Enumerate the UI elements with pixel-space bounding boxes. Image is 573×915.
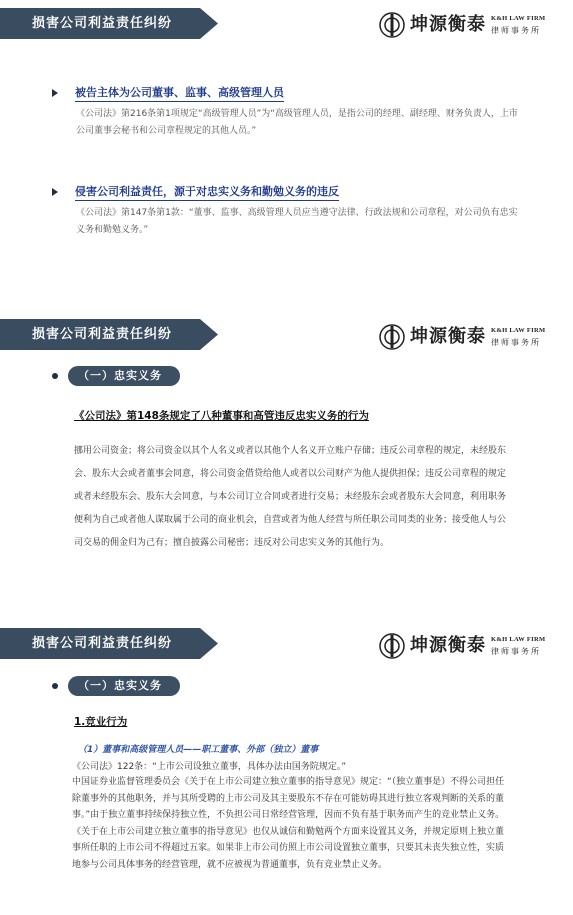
slide-3: [0, 616, 573, 915]
slide-1: [0, 0, 573, 300]
bullet-dot-icon: [52, 683, 58, 689]
law-firm-logo-icon: [379, 633, 405, 659]
section-pill: （一）忠实义务: [68, 676, 180, 696]
law-firm-logo: [379, 12, 549, 38]
logo-subtitle: 律师事务所: [491, 26, 541, 35]
section-banner: [0, 628, 218, 659]
law-firm-logo: [379, 324, 549, 350]
item-title: 侵害公司利益责任，源于对忠实义务和勤勉义务的违反: [75, 183, 339, 201]
section-pill: （一）忠实义务: [68, 366, 180, 386]
banner-title: 损害公司利益责任纠纷: [32, 16, 173, 31]
logo-chinese-name: 坤源衡泰: [410, 14, 486, 35]
slide-2: [0, 308, 573, 608]
body-paragraph: 挪用公司资金；将公司资金以其个人名义或者以其他个人名义开立账户存储；违反公司章程的规定，未经股东会、股东大会或者董事会同意，将公司资金借贷给他人或者以公司财产为他人提供担保；违反公司章程的规定或者未经股东会、股东大会同意，与本公司订立合同或者进行交易；未经股东会或者股东大会同意，利用职务便利为自己或者他人谋取属于公司的商业机会，自营或者为他人经营与所任职公司同类的业务；接受他人与公司交易的佣金归为己有；擅自披露公司秘密；违反对公司忠实义务的其他行为。: [74, 446, 507, 548]
bullet-triangle-icon: [52, 188, 58, 196]
section-heading: 《公司法》第148条规定了八种董事和高管违反忠实义务的行为: [74, 410, 369, 422]
logo-subtitle: 律师事务所: [491, 647, 541, 656]
body-paragraph: 中国证券业监督管理委员会《关于在上市公司建立独立董事的指导意见》规定：“（独立董事是）不得公司担任除董事外的其他职务，并与其所受聘的上市公司及其主要股东不存在可能妨碍其进行独立客观判断的关系的董事。”由于独立董事持续保持独立性，不负担公司日常经营管理，因而不负有基于职务而产生的竞业禁止义务。《关于在上市公司建立独立董事的指导意见》也仅从诚信和勤勉两个方面来设置其义务，并规定原则上独立董事所任职的上市公司不得超过五家。如果非上市公司仿照上市公司设置独立董事，只要其未丧失独立性，实质地参与公司具体事务的经营管理，就不应被视为普通董事，负有竞业禁止义务。: [72, 777, 505, 870]
logo-chinese-name: 坤源衡泰: [410, 326, 486, 347]
section-heading: 1.竞业行为: [74, 716, 128, 728]
logo-subtitle: 律师事务所: [491, 338, 541, 347]
bullet-dot-icon: [52, 373, 58, 379]
logo-english-name: K&H LAW FIRM: [491, 636, 546, 643]
law-citation-line: 《公司法》122条：“上市公司设独立董事，具体办法由国务院规定。”: [72, 762, 347, 772]
item-title: 被告主体为公司董事、监事、高级管理人员: [75, 84, 284, 102]
logo-english-name: K&H LAW FIRM: [491, 327, 546, 334]
law-firm-logo-icon: [379, 12, 405, 38]
item-body: 《公司法》第216条第1项规定“高级管理人员”为“高级管理人员，是指公司的经理、副经理、财务负责人，上市公司董事会秘书和公司章程规定的其他人员。”: [76, 109, 518, 136]
section-banner: [0, 8, 218, 39]
bullet-triangle-icon: [52, 89, 58, 97]
section-banner: [0, 319, 218, 350]
banner-title: 损害公司利益责任纠纷: [32, 327, 173, 342]
logo-english-name: K&H LAW FIRM: [491, 15, 546, 22]
subheading: （1）董事和高级管理人员——职工董事、外部（独立）董事: [78, 745, 319, 755]
item-body: 《公司法》第147条第1款：“董事、监事、高级管理人员应当遵守法律、行政法规和公司章程，对公司负有忠实义务和勤勉义务。”: [76, 208, 518, 235]
law-firm-logo: [379, 633, 549, 659]
logo-chinese-name: 坤源衡泰: [410, 635, 486, 656]
banner-title: 损害公司利益责任纠纷: [32, 636, 173, 651]
law-firm-logo-icon: [379, 324, 405, 350]
